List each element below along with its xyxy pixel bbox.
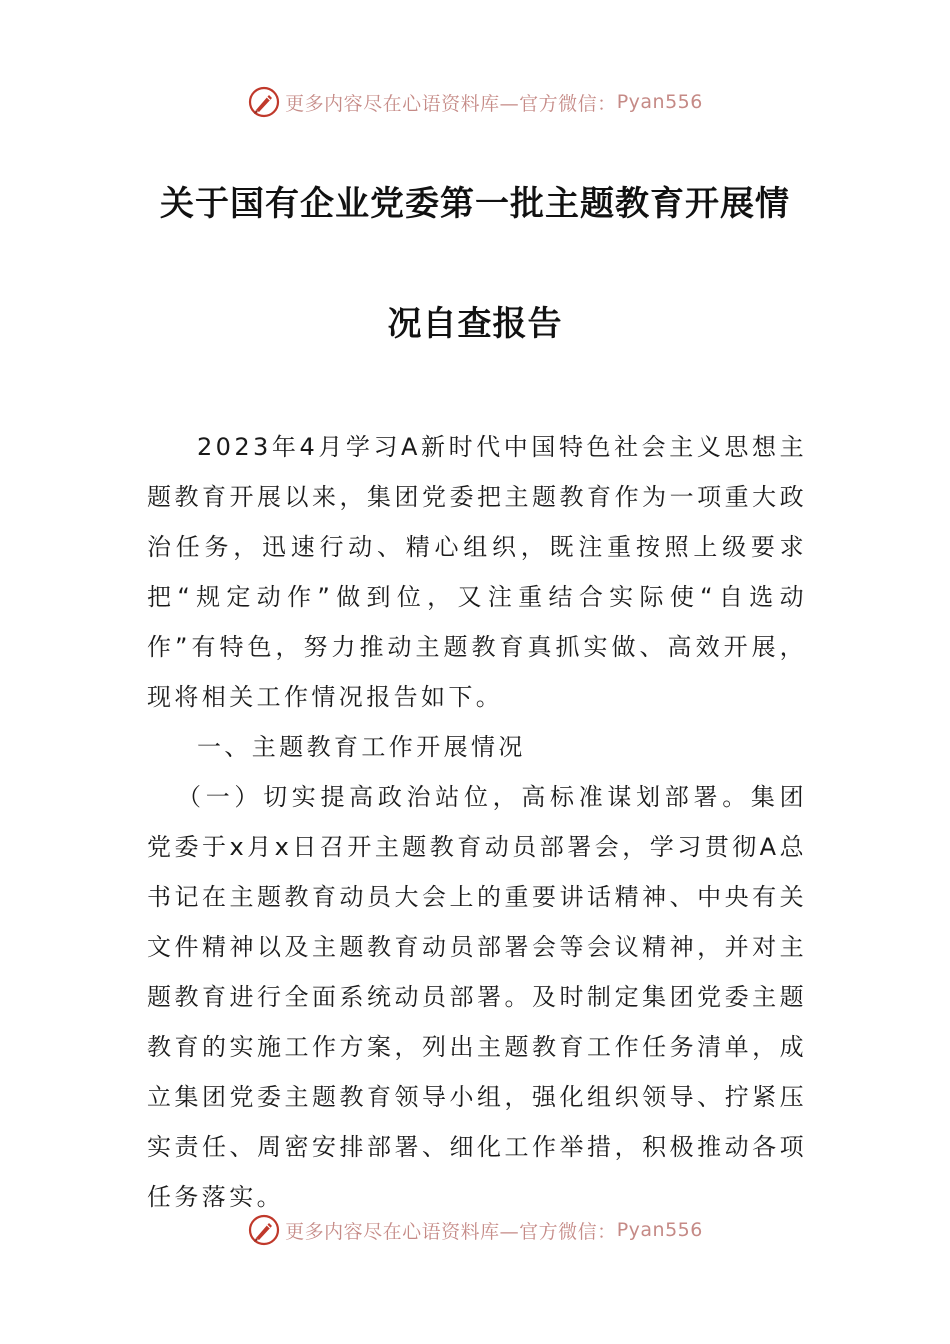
watermark-footer <box>0 1210 950 1250</box>
watermark-wechat-id: Pyan556 <box>616 1219 703 1241</box>
watermark-wechat-id: Pyan556 <box>616 91 703 113</box>
intro-paragraph: 2023年4月学习A新时代中国特色社会主义思想主题教育开展以来，集团党委把主题教育作为一项重大政治任务，迅速行动、精心组织，既注重按照上级要求把“规定动作”做到位，又注重结合实际使“自选动作”有特色，努力推动主题教育真抓实做、高效开展，现将相关工作情况报告如下。 <box>147 433 807 711</box>
watermark-separator: —官方微信： <box>499 92 617 115</box>
document-title-line1: 关于国有企业党委第一批主题教育开展情 <box>160 184 790 224</box>
section-heading: 一、主题教育工作开展情况 <box>197 733 526 761</box>
document-title-line2: 况自查报告 <box>387 304 563 344</box>
watermark-text: 更多内容尽在心语资料库 <box>285 92 500 115</box>
pen-logo-icon <box>247 85 281 119</box>
watermark-header <box>0 82 950 122</box>
watermark-separator: —官方微信： <box>499 1220 617 1243</box>
watermark-text: 更多内容尽在心语资料库 <box>285 1220 500 1243</box>
section-paragraph: （一）切实提高政治站位，高标准谋划部署。集团党委于x月x日召开主题教育动员部署会，学习贯彻A总书记在主题教育动员大会上的重要讲话精神、中央有关文件精神以及主题教育动员部署会等会议精神，并对主题教育进行全面系统动员部署。及时制定集团党委主题教育的实施工作方案，列出主题教育工作任务清单，成立集团党委主题教育领导小组，强化组织领导、拧紧压实责任、周密安排部署、细化工作举措，积极推动各项任务落实。 <box>147 783 807 1211</box>
pen-logo-icon <box>247 1213 281 1247</box>
